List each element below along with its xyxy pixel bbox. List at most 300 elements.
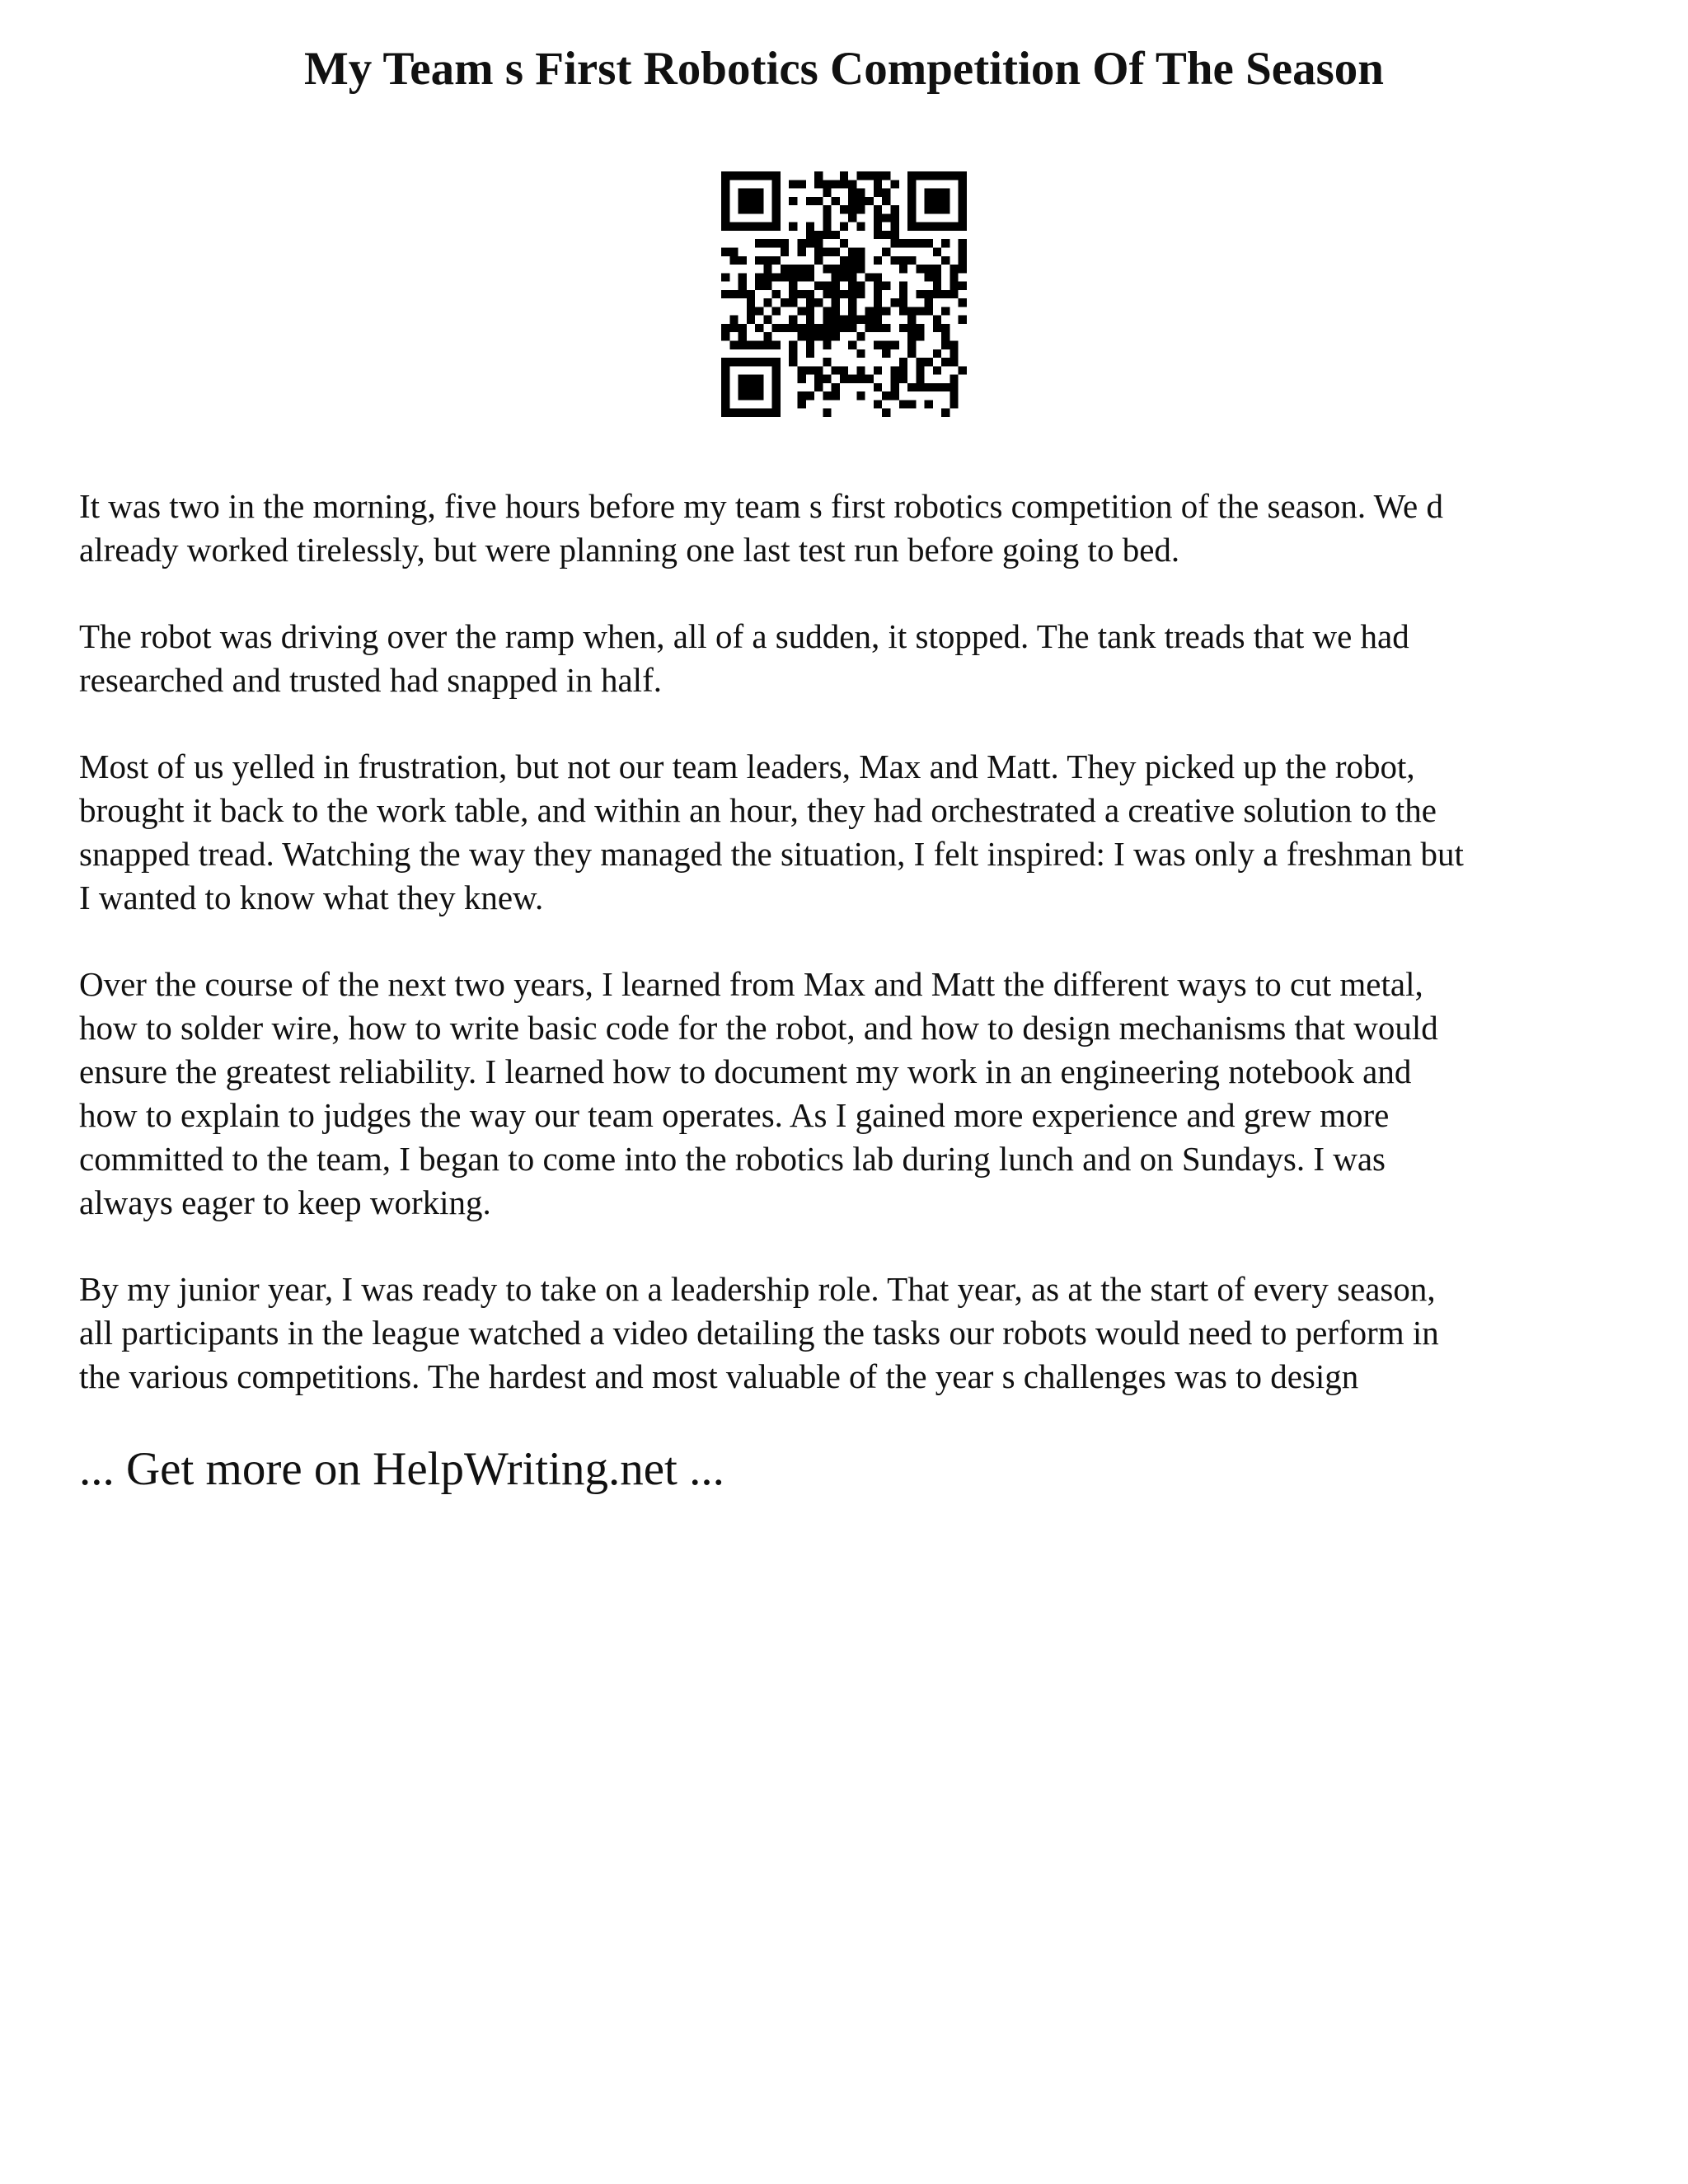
qr-module [874, 256, 882, 265]
qr-module [925, 197, 933, 205]
qr-module [856, 223, 865, 231]
qr-module [933, 349, 941, 358]
qr-module [789, 265, 797, 273]
qr-module [806, 290, 814, 298]
qr-module [899, 366, 907, 374]
qr-module [899, 265, 907, 273]
qr-module [899, 239, 907, 247]
qr-module [772, 324, 781, 332]
qr-module [907, 324, 916, 332]
qr-module [729, 171, 738, 180]
qr-module [772, 383, 781, 391]
qr-module [721, 383, 729, 391]
qr-module [950, 375, 958, 383]
qr-module [933, 366, 941, 374]
qr-module [806, 273, 814, 281]
qr-module [907, 332, 916, 340]
qr-module [882, 324, 890, 332]
qr-module [848, 298, 856, 307]
qr-module [882, 282, 890, 290]
qr-module [832, 383, 840, 391]
qr-module [840, 205, 848, 213]
qr-module [814, 282, 823, 290]
qr-module [755, 239, 763, 247]
qr-module [823, 307, 831, 315]
qr-module [874, 171, 882, 180]
paragraph-line: the various competitions. The hardest and most valuable of the year s challenges was to design [79, 1357, 1359, 1395]
qr-module [823, 316, 831, 324]
qr-module [747, 290, 755, 298]
qr-module [907, 383, 916, 391]
qr-module [721, 409, 729, 417]
qr-module [721, 189, 729, 197]
qr-module [848, 273, 856, 281]
qr-module [874, 324, 882, 332]
qr-module [959, 180, 967, 188]
qr-module [933, 223, 941, 231]
qr-module [848, 189, 856, 197]
qr-module [832, 247, 840, 255]
qr-module [848, 265, 856, 273]
qr-module [738, 358, 747, 366]
qr-module [916, 332, 924, 340]
qr-module [950, 358, 958, 366]
qr-module [856, 197, 865, 205]
qr-module [941, 332, 950, 340]
qr-module [856, 256, 865, 265]
qr-module [806, 239, 814, 247]
qr-module [806, 332, 814, 340]
qr-module [797, 391, 805, 400]
qr-module [891, 213, 899, 222]
qr-module [797, 180, 805, 188]
qr-module [856, 247, 865, 255]
paragraph-line: already worked tirelessly, but were planning one last test run before going to bed. [79, 531, 1180, 569]
qr-module [874, 231, 882, 239]
qr-module [848, 316, 856, 324]
qr-module [950, 391, 958, 400]
qr-module [721, 171, 729, 180]
qr-module [865, 307, 874, 315]
qr-module [738, 205, 747, 213]
qr-module [823, 223, 831, 231]
qr-module [856, 205, 865, 213]
qr-module [789, 349, 797, 358]
qr-module [806, 223, 814, 231]
qr-module [848, 197, 856, 205]
qr-module [941, 205, 950, 213]
qr-module [840, 290, 848, 298]
qr-module [959, 298, 967, 307]
qr-module [772, 290, 781, 298]
qr-module [806, 231, 814, 239]
qr-module [781, 247, 789, 255]
qr-module [916, 223, 924, 231]
qr-module [772, 189, 781, 197]
qr-module [721, 273, 729, 281]
qr-module [814, 366, 823, 374]
qr-module [925, 358, 933, 366]
qr-module [925, 223, 933, 231]
qr-module [789, 324, 797, 332]
qr-module [840, 256, 848, 265]
qr-module [823, 265, 831, 273]
qr-module [729, 290, 738, 298]
qr-module [882, 189, 890, 197]
qr-module [763, 171, 771, 180]
qr-module [925, 171, 933, 180]
qr-module [848, 375, 856, 383]
qr-module [797, 290, 805, 298]
qr-module [755, 256, 763, 265]
qr-module [823, 205, 831, 213]
qr-module [738, 223, 747, 231]
qr-module [729, 324, 738, 332]
qr-module [848, 324, 856, 332]
qr-module [925, 290, 933, 298]
qr-module [738, 383, 747, 391]
qr-module [959, 213, 967, 222]
qr-module [899, 298, 907, 307]
qr-module [832, 316, 840, 324]
qr-module [806, 265, 814, 273]
qr-module [959, 189, 967, 197]
qr-module [772, 239, 781, 247]
qr-module [832, 324, 840, 332]
qr-module [941, 409, 950, 417]
qr-module [823, 341, 831, 349]
qr-module [729, 358, 738, 366]
qr-module [874, 205, 882, 213]
paragraph-3 [79, 745, 1629, 920]
qr-module [891, 231, 899, 239]
qr-module [832, 332, 840, 340]
qr-module [959, 256, 967, 265]
qr-module [729, 316, 738, 324]
qr-module [814, 256, 823, 265]
qr-module [941, 256, 950, 265]
qr-module [959, 223, 967, 231]
qr-module [959, 316, 967, 324]
qr-module [907, 213, 916, 222]
qr-module [729, 247, 738, 255]
qr-module [907, 341, 916, 349]
qr-module [925, 239, 933, 247]
qr-module [747, 358, 755, 366]
qr-module [789, 180, 797, 188]
qr-module [738, 332, 747, 340]
qr-module [814, 231, 823, 239]
qr-module [891, 383, 899, 391]
qr-module [874, 223, 882, 231]
qr-module [747, 298, 755, 307]
qr-module [772, 307, 781, 315]
qr-module [755, 358, 763, 366]
qr-module [882, 247, 890, 255]
qr-module [950, 171, 958, 180]
qr-module [907, 256, 916, 265]
qr-module [848, 180, 856, 188]
qr-module [814, 171, 823, 180]
qr-module [763, 273, 771, 281]
qr-module [856, 391, 865, 400]
qr-module [933, 383, 941, 391]
qr-module [806, 366, 814, 374]
qr-module [933, 324, 941, 332]
qr-module [891, 180, 899, 188]
qr-module [814, 383, 823, 391]
qr-module [738, 324, 747, 332]
qr-module [933, 265, 941, 273]
qr-module [916, 324, 924, 332]
qr-module [747, 307, 755, 315]
qr-module [925, 265, 933, 273]
qr-module [772, 409, 781, 417]
qr-module [772, 171, 781, 180]
qr-module [832, 307, 840, 315]
qr-module [891, 341, 899, 349]
qr-module [797, 375, 805, 383]
qr-module [823, 180, 831, 188]
qr-module [721, 375, 729, 383]
qr-module [950, 383, 958, 391]
qr-module [747, 316, 755, 324]
qr-module [950, 273, 958, 281]
qr-module [933, 189, 941, 197]
paragraph-4 [79, 963, 1629, 1225]
qr-module [729, 409, 738, 417]
qr-module [721, 247, 729, 255]
qr-module [941, 197, 950, 205]
qr-module [781, 265, 789, 273]
qr-module [738, 341, 747, 349]
qr-module [755, 223, 763, 231]
qr-module [806, 307, 814, 315]
qr-module [738, 197, 747, 205]
qr-module [882, 341, 890, 349]
qr-module [763, 239, 771, 247]
qr-module [721, 197, 729, 205]
qr-module [721, 332, 729, 340]
qr-module [856, 332, 865, 340]
qr-module [747, 205, 755, 213]
qr-module [738, 282, 747, 290]
get-more-link[interactable]: ... Get more on HelpWriting.net ... [79, 1443, 724, 1495]
qr-module [721, 213, 729, 222]
qr-module [933, 290, 941, 298]
qr-module [772, 375, 781, 383]
qr-module [907, 189, 916, 197]
qr-module [941, 171, 950, 180]
qr-module [865, 171, 874, 180]
qr-module [832, 298, 840, 307]
qr-module [882, 197, 890, 205]
qr-module [832, 282, 840, 290]
qr-module [848, 205, 856, 213]
qr-module [772, 391, 781, 400]
qr-module [797, 366, 805, 374]
qr-module [941, 223, 950, 231]
qr-module [865, 324, 874, 332]
qr-module [755, 383, 763, 391]
qr-module [933, 197, 941, 205]
qr-module [941, 189, 950, 197]
qr-module [797, 332, 805, 340]
qr-module [814, 180, 823, 188]
qr-module [823, 324, 831, 332]
qr-module [738, 375, 747, 383]
qr-module [823, 290, 831, 298]
qr-module [907, 180, 916, 188]
qr-module [814, 197, 823, 205]
qr-module [907, 400, 916, 408]
qr-module [772, 358, 781, 366]
paragraph-line: always eager to keep working. [79, 1183, 491, 1221]
qr-module [755, 409, 763, 417]
qr-module [874, 366, 882, 374]
qr-module [856, 189, 865, 197]
paragraph-1 [79, 485, 1629, 572]
qr-module [856, 265, 865, 273]
qr-module [899, 282, 907, 290]
qr-module [772, 341, 781, 349]
qr-module [763, 265, 771, 273]
qr-module [882, 171, 890, 180]
qr-module [925, 383, 933, 391]
qr-module [823, 282, 831, 290]
qr-module [772, 256, 781, 265]
qr-module [959, 366, 967, 374]
qr-module [941, 358, 950, 366]
qr-module [916, 307, 924, 315]
qr-module [781, 324, 789, 332]
qr-module [899, 400, 907, 408]
qr-module [806, 197, 814, 205]
paragraph-line: Most of us yelled in frustration, but not our team leaders, Max and Matt. They picked up the robot, [79, 748, 1415, 785]
qr-module [907, 239, 916, 247]
qr-module [874, 273, 882, 281]
qr-module [916, 171, 924, 180]
qr-module [755, 171, 763, 180]
qr-module [747, 171, 755, 180]
qr-module [941, 341, 950, 349]
qr-module [721, 391, 729, 400]
qr-module [916, 366, 924, 374]
qr-module [755, 307, 763, 315]
qr-module [797, 307, 805, 315]
qr-module [755, 324, 763, 332]
qr-module [806, 316, 814, 324]
qr-module [933, 171, 941, 180]
qr-module [797, 247, 805, 255]
paragraph-line: researched and trusted had snapped in half. [79, 661, 662, 699]
qr-module [882, 391, 890, 400]
qr-module [832, 231, 840, 239]
qr-module [882, 409, 890, 417]
qr-module [789, 316, 797, 324]
qr-module [891, 205, 899, 213]
qr-module [916, 358, 924, 366]
qr-module [874, 298, 882, 307]
qr-module [840, 273, 848, 281]
qr-module [763, 358, 771, 366]
paragraph-line: ensure the greatest reliability. I learned how to document my work in an engineering notebook and [79, 1052, 1412, 1090]
paragraph-line: committed to the team, I began to come into the robotics lab during lunch and on Sundays. I was [79, 1140, 1386, 1178]
qr-module [882, 231, 890, 239]
qr-module [874, 213, 882, 222]
qr-module [874, 400, 882, 408]
qr-module [907, 307, 916, 315]
qr-module [874, 316, 882, 324]
qr-module [933, 205, 941, 213]
qr-module [848, 247, 856, 255]
qr-module [891, 375, 899, 383]
document-title: My Team s First Robotics Competition Of The Season [304, 43, 1384, 95]
qr-module [840, 171, 848, 180]
qr-module [797, 324, 805, 332]
qr-module [738, 290, 747, 298]
paragraph-line: The robot was driving over the ramp when, all of a sudden, it stopped. The tank treads that we had [79, 617, 1409, 655]
qr-module [747, 341, 755, 349]
qr-module [899, 256, 907, 265]
qr-module [840, 366, 848, 374]
qr-module [763, 332, 771, 340]
qr-module [755, 189, 763, 197]
qr-module [856, 316, 865, 324]
qr-module [806, 298, 814, 307]
essay-body [79, 485, 1629, 1441]
qr-module [738, 409, 747, 417]
qr-module [941, 239, 950, 247]
qr-module [747, 197, 755, 205]
qr-module [772, 400, 781, 408]
qr-module [959, 205, 967, 213]
qr-module [781, 273, 789, 281]
qr-module [781, 239, 789, 247]
qr-module [848, 256, 856, 265]
qr-module [738, 256, 747, 265]
qr-module [755, 375, 763, 383]
qr-module [899, 324, 907, 332]
qr-module [755, 273, 763, 281]
qr-module [823, 358, 831, 366]
qr-module [840, 180, 848, 188]
qr-module [856, 375, 865, 383]
qr-module [848, 290, 856, 298]
qr-module [959, 171, 967, 180]
qr-module [772, 366, 781, 374]
qr-module [899, 307, 907, 315]
qr-module [721, 180, 729, 188]
qr-module [738, 273, 747, 281]
qr-module [941, 307, 950, 315]
paragraph-line: how to solder wire, how to write basic code for the robot, and how to design mechanisms that would [79, 1009, 1438, 1047]
qr-module [856, 290, 865, 298]
qr-module [891, 223, 899, 231]
qr-module [832, 366, 840, 374]
qr-module [721, 290, 729, 298]
paragraph-line: It was two in the morning, five hours before my team s first robotics competition of the season. We d [79, 487, 1443, 525]
qr-module [763, 282, 771, 290]
qr-module [832, 391, 840, 400]
qr-module [823, 189, 831, 197]
qr-module [916, 375, 924, 383]
qr-module [891, 298, 899, 307]
paragraph-line: all participants in the league watched a video detailing the tasks our robots would need to perform in [79, 1314, 1439, 1352]
qr-module [721, 358, 729, 366]
qr-module [899, 375, 907, 383]
qr-module [755, 205, 763, 213]
